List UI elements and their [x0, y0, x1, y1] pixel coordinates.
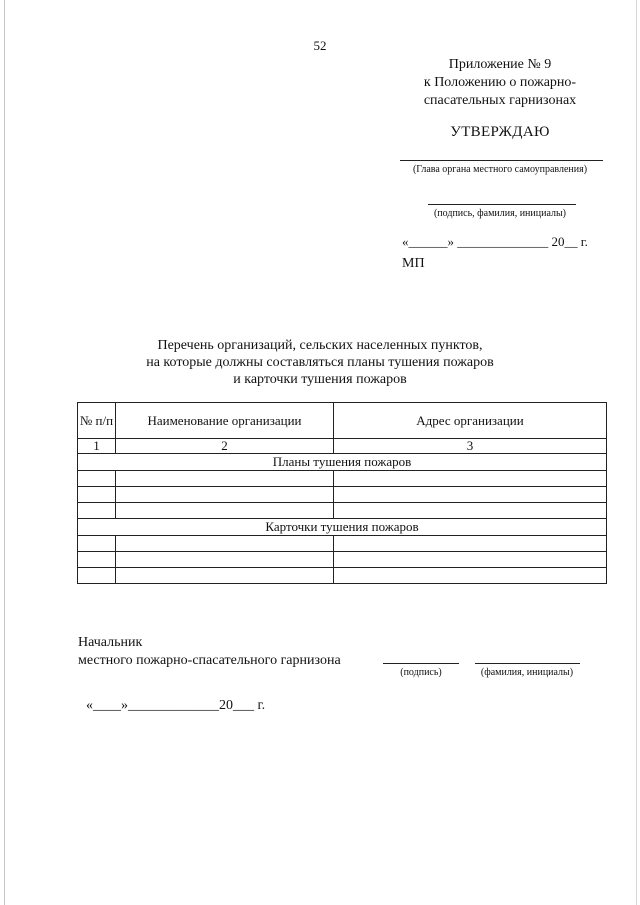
title-line-3: и карточки тушения пожаров [233, 372, 407, 387]
appendix-block [400, 56, 600, 110]
approval-signature-line [428, 204, 576, 205]
approval-heading: УТВЕРЖДАЮ [450, 124, 550, 140]
col-number-2: 2 [116, 439, 334, 454]
chief-name-label: (фамилия, инициалы) [480, 667, 574, 678]
head-signature-line [400, 160, 603, 161]
table-row [78, 503, 607, 519]
page-edge-right [636, 0, 637, 905]
table-row [78, 471, 607, 487]
chief-line-2: местного пожарно-спасательного гарнизона [78, 653, 341, 668]
table-row [78, 487, 607, 503]
header-name: Наименование организации [116, 403, 334, 439]
table-row [78, 552, 607, 568]
stamp-label: МП [402, 256, 425, 271]
page-number: 52 [313, 38, 327, 53]
section-cards-row [78, 519, 607, 536]
section-plans-row [78, 454, 607, 471]
header-address: Адрес организации [334, 403, 607, 439]
title-line-1: Перечень организаций, сельских населенных пунктов, [157, 338, 483, 353]
chief-sign-label: (подпись) [400, 667, 442, 678]
col-number-3: 3 [334, 439, 607, 454]
chief-line-1: Начальник [78, 635, 143, 650]
table-header-row [78, 403, 607, 439]
section-cards-label: Карточки тушения пожаров [78, 519, 607, 536]
col-number-1: 1 [78, 439, 116, 454]
title-line-2: на которые должны составляться планы тушения пожаров [146, 355, 494, 370]
appendix-line-1: Приложение № 9 [448, 57, 552, 72]
approval-date-line: «______» ______________ 20__ г. [402, 234, 588, 249]
appendix-line-2: к Положению о пожарно- [423, 75, 577, 90]
chief-name-line [475, 663, 580, 664]
page-edge-left [4, 0, 5, 905]
approval-sign-label: (подпись, фамилия, инициалы) [433, 208, 567, 219]
organizations-table [77, 402, 607, 584]
chief-signature-line [383, 663, 459, 664]
footer-date-line: «____»_____________20___ г. [86, 698, 266, 713]
section-plans-label: Планы тушения пожаров [78, 454, 607, 471]
chief-title [78, 634, 341, 670]
appendix-line-3: спасательных гарнизонах [423, 93, 577, 108]
header-number: № п/п [78, 403, 116, 439]
document-title [0, 337, 640, 388]
table-number-row [78, 439, 607, 454]
head-label: (Глава органа местного самоуправления) [412, 164, 588, 175]
table-row [78, 568, 607, 584]
table-row [78, 536, 607, 552]
